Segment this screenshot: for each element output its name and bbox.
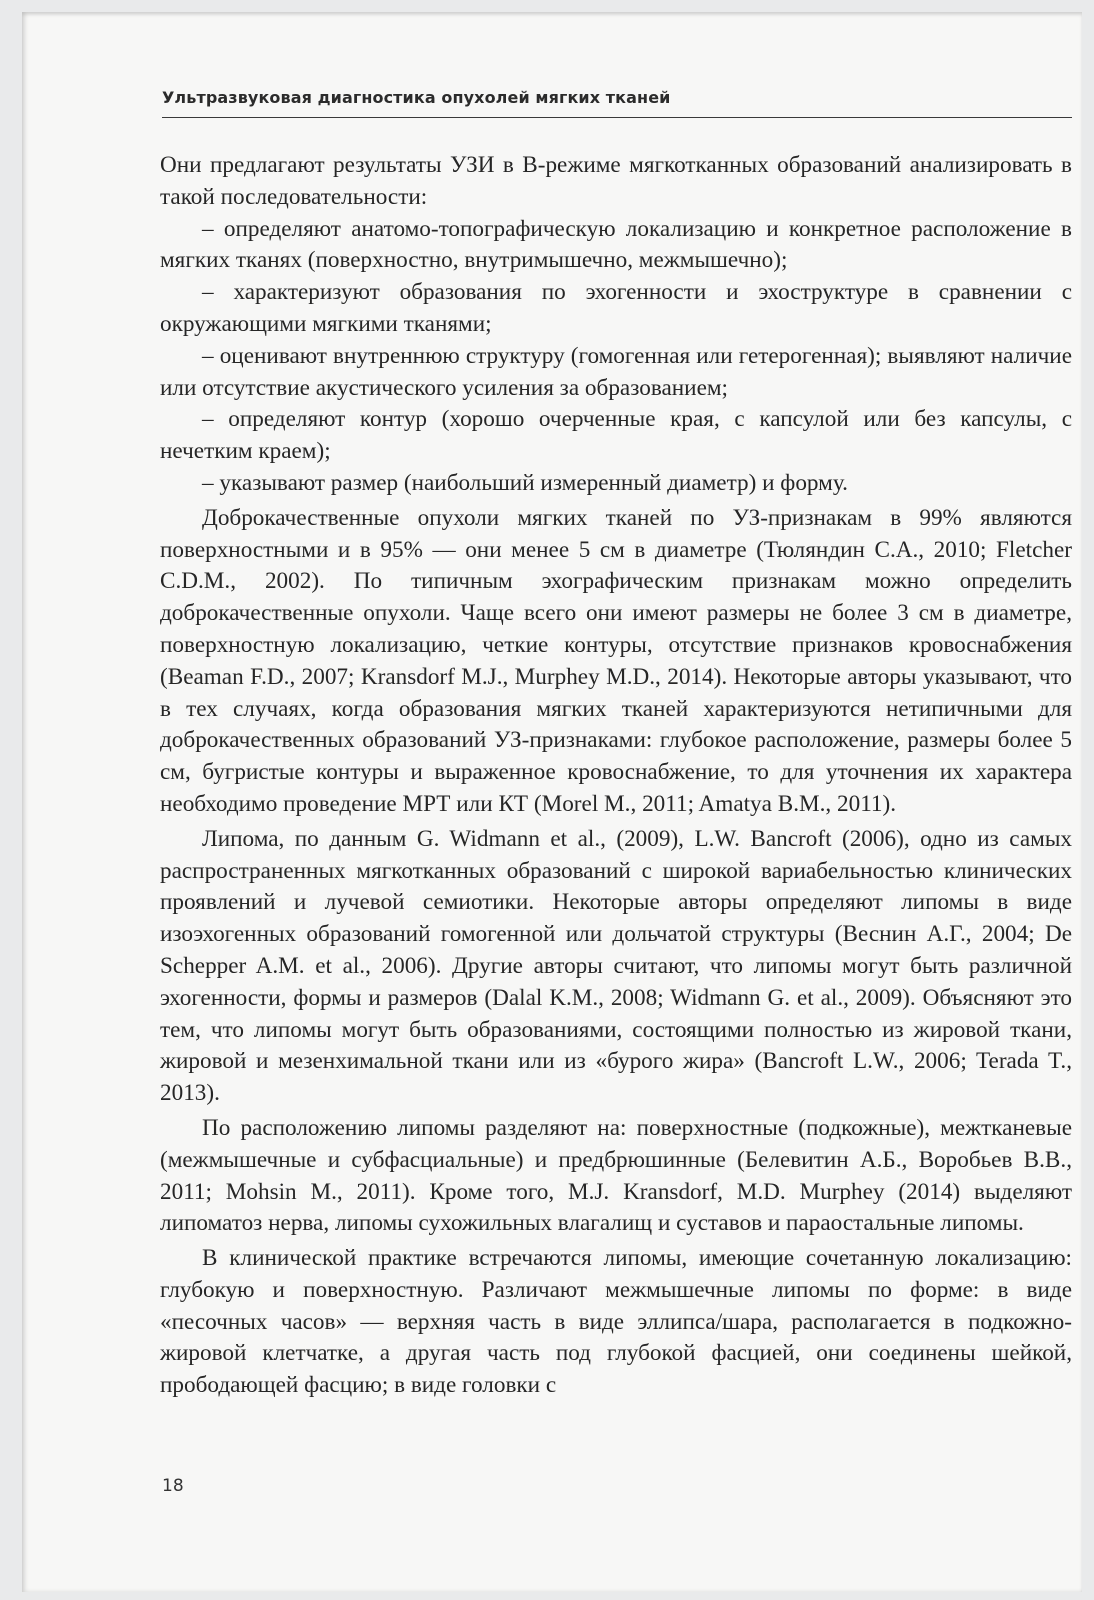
body-text <box>160 150 1072 1402</box>
paragraph-lipoma-location: По расположению липомы разделяют на: поверхностные (подкожные), межтканевые (межмышечные и субфасциальные) и предбрюшинные (Белевитин А.Б., Воробьев В.В., 2011; Mohsin M., 2011). Кроме того, M.J. Kransdorf, M.D. Murphey (2014) выделяют липоматоз нерва, липомы сухожильных влагалищ и суставов и параостальные липомы. <box>160 1114 1072 1237</box>
page-number: 18 <box>162 1476 184 1496</box>
paragraph-benign-tumors: Доброкачественные опухоли мягких тканей по УЗ-признакам в 99% являются поверхностными и в 95% — они менее 5 см в диаметре (Тюляндин С.А., 2010; Fletcher C.D.M., 2002). По типичным эхографическим признакам можно определить доброкачественные опухоли. Чаще всего они имеют размеры не более 3 см в диаметре, поверхностную локализацию, четкие контуры, отсутствие признаков кровоснабжения (Beaman F.D., 2007; Kransdorf M.J., Murphey M.D., 2014). Некоторые авторы указывают, что в тех случаях, когда образования мягких тканей характеризуются нетипичными для доброкачественных образований УЗ-признаками: глубокое расположение, размеры более 5 см, бугристые контуры и выраженное кровоснабжение, то для уточнения их характера необходимо проведение МРТ или КТ (Morel M., 2011; Amatya B.M., 2011). <box>160 504 1072 817</box>
running-header: Ультразвуковая диагностика опухолей мягких тканей <box>162 88 1072 118</box>
list-item-contour: – определяют контур (хорошо очерченные края, с капсулой или без капсулы, с нечетким краем); <box>160 406 1072 465</box>
list-item-localization: – определяют анатомо-топографическую локализацию и конкретное расположение в мягких тканях (поверхностно, внутримышечно, межмышечно); <box>160 215 1072 274</box>
book-page <box>22 12 1082 1592</box>
paragraph-lipoma: Липома, по данным G. Widmann et al., (2009), L.W. Bancroft (2006), одно из самых распространенных мягкотканных образований с широкой вариабельностью клинических проявлений и лучевой семиотики. Некоторые авторы определяют липомы в виде изоэхогенных образований гомогенной или дольчатой структуры (Веснин А.Г., 2004; De Schepper A.M. et al., 2006). Другие авторы считают, что липомы могут быть различной эхогенности, формы и размеров (Dalal K.M., 2008; Widmann G. et al., 2009). Объясняют это тем, что липомы могут быть образованиями, состоящими полностью из жировой ткани, жировой и мезенхимальной ткани или из «бурого жира» (Bancroft L.W., 2006; Terada T., 2013). <box>160 825 1072 1107</box>
list-item-echogenicity: – характеризуют образования по эхогенности и эхоструктуре в сравнении с окружающими мягкими тканями; <box>160 279 1072 337</box>
paragraph-intro: Они предлагают результаты УЗИ в В-режиме мягкотканных образований анализировать в такой последовательности: <box>160 152 1072 210</box>
list-item-structure: – оценивают внутреннюю структуру (гомогенная или гетерогенная); выявляют наличие или отсутствие акустического усиления за образованием; <box>160 342 1072 401</box>
list-item-size: – указывают размер (наибольший измеренный диаметр) и форму. <box>202 469 848 496</box>
paragraph-clinical-practice: В клинической практике встречаются липомы, имеющие сочетанную локализацию: глубокую и поверхностную. Различают межмышечные липомы по форме: в виде «песочных часов» — верхняя часть в виде эллипса/шара, располагается в подкожно-жировой клетчатке, а другая часть под глубокой фасцией, они соединены шейкой, прободающей фасцию; в виде головки с <box>160 1245 1072 1399</box>
